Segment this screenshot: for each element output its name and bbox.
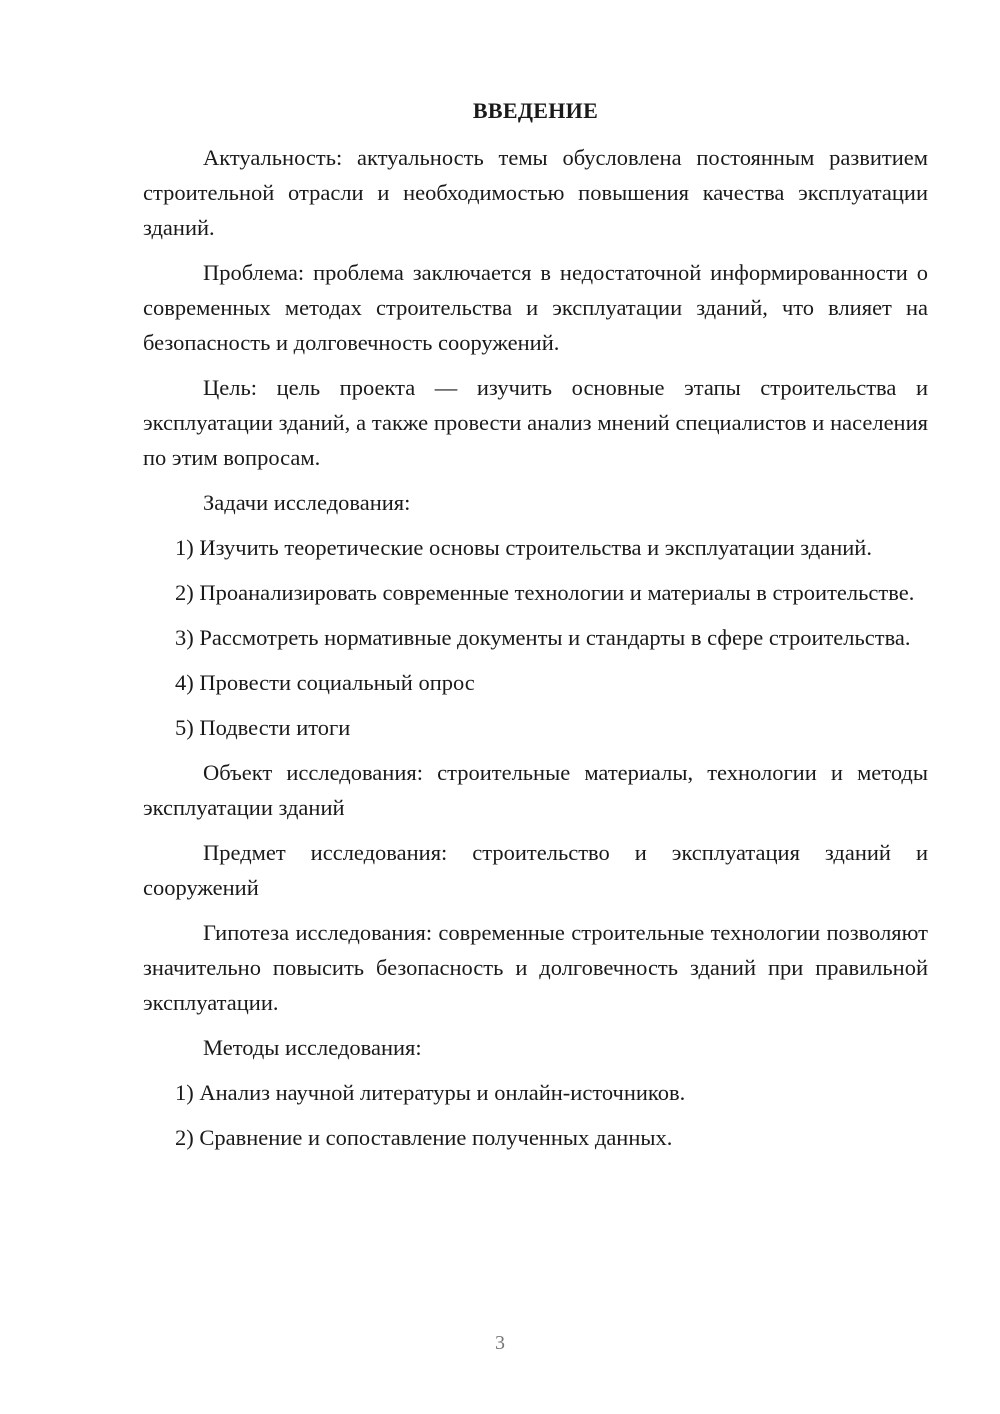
- paragraph-problem: Проблема: проблема заключается в недостаточной информированности о современных методах строительства и эксплуатации зданий, что влияет на безопасность и долговечность сооружений.: [143, 260, 928, 355]
- paragraph-subject: Предмет исследования: строительство и эксплуатация зданий и сооружений: [143, 840, 928, 900]
- paragraph-object: Объект исследования: строительные материалы, технологии и методы эксплуатации зданий: [143, 760, 928, 820]
- paragraph-relevance: Актуальность: актуальность темы обусловлена постоянным развитием строительной отрасли и необходимостью повышения качества эксплуатации зданий.: [143, 145, 928, 240]
- paragraph-hypothesis: Гипотеза исследования: современные строительные технологии позволяют значительно повысить безопасность и долговечность зданий при правильной эксплуатации.: [143, 920, 928, 1015]
- task-item-1: 1) Изучить теоретические основы строительства и эксплуатации зданий.: [175, 535, 872, 560]
- document-body: [143, 94, 928, 1155]
- page-number: 3: [495, 1332, 505, 1354]
- method-item-1: 1) Анализ научной литературы и онлайн-источников.: [175, 1080, 686, 1105]
- paragraph-tasks-heading: Задачи исследования:: [203, 490, 411, 515]
- section-title: ВВЕДЕНИЕ: [472, 98, 599, 123]
- paragraph-methods-heading: Методы исследования:: [203, 1035, 422, 1060]
- task-item-3: 3) Рассмотреть нормативные документы и стандарты в сфере строительства.: [175, 625, 911, 650]
- paragraph-goal: Цель: цель проекта — изучить основные этапы строительства и эксплуатации зданий, а также провести анализ мнений специалистов и населения по этим вопросам.: [143, 375, 928, 470]
- task-item-4: 4) Провести социальный опрос: [175, 670, 475, 695]
- method-item-2: 2) Сравнение и сопоставление полученных данных.: [175, 1125, 673, 1150]
- task-item-2: 2) Проанализировать современные технологии и материалы в строительстве.: [175, 580, 915, 605]
- task-item-5: 5) Подвести итоги: [175, 715, 351, 740]
